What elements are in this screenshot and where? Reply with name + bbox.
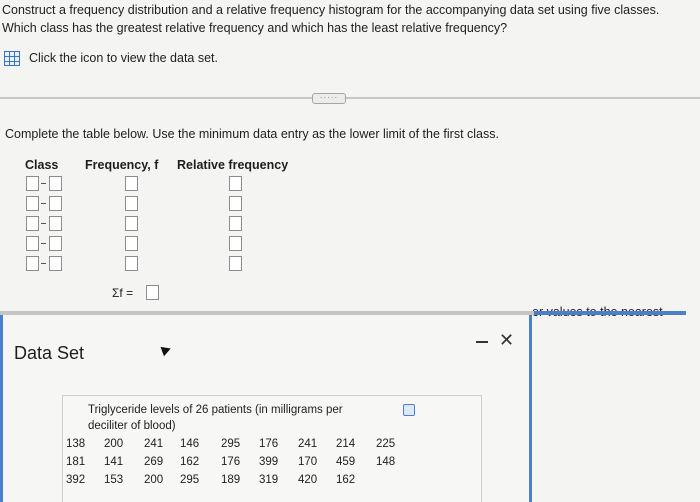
copy-icon[interactable]	[403, 404, 415, 416]
data-value: 241	[298, 438, 318, 450]
instruction-text: Complete the table below. Use the minimum data entry as the lower limit of the first class.	[5, 127, 499, 141]
relative-frequency-input-2[interactable]	[229, 216, 242, 231]
data-value: 141	[104, 456, 124, 468]
data-value: 269	[144, 456, 164, 468]
data-value: 319	[259, 474, 279, 486]
frequency-input-0[interactable]	[125, 176, 138, 191]
class-lower-input-2[interactable]	[26, 216, 39, 231]
data-value: 153	[104, 474, 124, 486]
class-upper-input-1[interactable]	[49, 196, 62, 211]
data-value: 392	[66, 474, 86, 486]
data-value: 176	[221, 456, 241, 468]
class-dash-2	[41, 223, 46, 224]
sum-frequency-input[interactable]	[146, 285, 159, 300]
data-value: 459	[336, 456, 356, 468]
data-value: 176	[259, 438, 279, 450]
class-dash-1	[41, 203, 46, 204]
modal-top-accent	[534, 311, 686, 315]
frequency-input-3[interactable]	[125, 236, 138, 251]
sum-label: Σf =	[112, 286, 134, 300]
divider-left	[0, 97, 312, 99]
modal-title: Data Set	[14, 343, 85, 363]
data-value: 189	[221, 474, 241, 486]
frequency-input-1[interactable]	[125, 196, 138, 211]
header-frequency: Frequency, f	[85, 158, 159, 172]
data-value: 138	[66, 438, 86, 450]
class-dash-0	[41, 183, 46, 184]
class-lower-input-3[interactable]	[26, 236, 39, 251]
data-value: 181	[66, 456, 86, 468]
data-value: 399	[259, 456, 279, 468]
class-upper-input-4[interactable]	[49, 256, 62, 271]
data-value: 420	[298, 474, 318, 486]
relative-frequency-input-4[interactable]	[229, 256, 242, 271]
data-value: 200	[144, 474, 164, 486]
data-set-grid-icon[interactable]	[4, 51, 20, 66]
class-upper-input-3[interactable]	[49, 236, 62, 251]
expand-button[interactable]: ·····	[312, 93, 346, 104]
data-value: 170	[298, 456, 318, 468]
data-value: 146	[180, 438, 200, 450]
data-value: 200	[104, 438, 124, 450]
question-line-1: Construct a frequency distribution and a relative frequency histogram for the accompanying data set using five classes.	[2, 3, 660, 17]
class-dash-3	[41, 243, 46, 244]
class-lower-input-1[interactable]	[26, 196, 39, 211]
data-value: 148	[376, 456, 396, 468]
relative-frequency-input-1[interactable]	[229, 196, 242, 211]
data-caption-line-2: deciliter of blood)	[88, 420, 176, 432]
data-value: 225	[376, 438, 396, 450]
data-value: 295	[180, 474, 200, 486]
class-upper-input-0[interactable]	[49, 176, 62, 191]
data-caption-line-1: Triglyceride levels of 26 patients (in milligrams per	[88, 404, 343, 416]
class-dash-4	[41, 263, 46, 264]
header-class: Class	[25, 158, 59, 172]
class-upper-input-2[interactable]	[49, 216, 62, 231]
relative-frequency-input-0[interactable]	[229, 176, 242, 191]
frequency-input-4[interactable]	[125, 256, 138, 271]
data-value: 214	[336, 438, 356, 450]
divider-right	[346, 97, 700, 99]
class-lower-input-0[interactable]	[26, 176, 39, 191]
frequency-input-2[interactable]	[125, 216, 138, 231]
data-value: 162	[180, 456, 200, 468]
view-data-set-link[interactable]: Click the icon to view the data set.	[29, 51, 218, 65]
data-value: 162	[336, 474, 356, 486]
data-value: 295	[221, 438, 241, 450]
data-value: 241	[144, 438, 164, 450]
header-relative-frequency: Relative frequency	[177, 158, 289, 172]
minimize-icon[interactable]	[476, 341, 488, 343]
question-line-2: Which class has the greatest relative frequency and which has the least relative frequency?	[2, 21, 508, 35]
relative-frequency-input-3[interactable]	[229, 236, 242, 251]
class-lower-input-4[interactable]	[26, 256, 39, 271]
close-icon[interactable]: ✕	[499, 330, 515, 350]
